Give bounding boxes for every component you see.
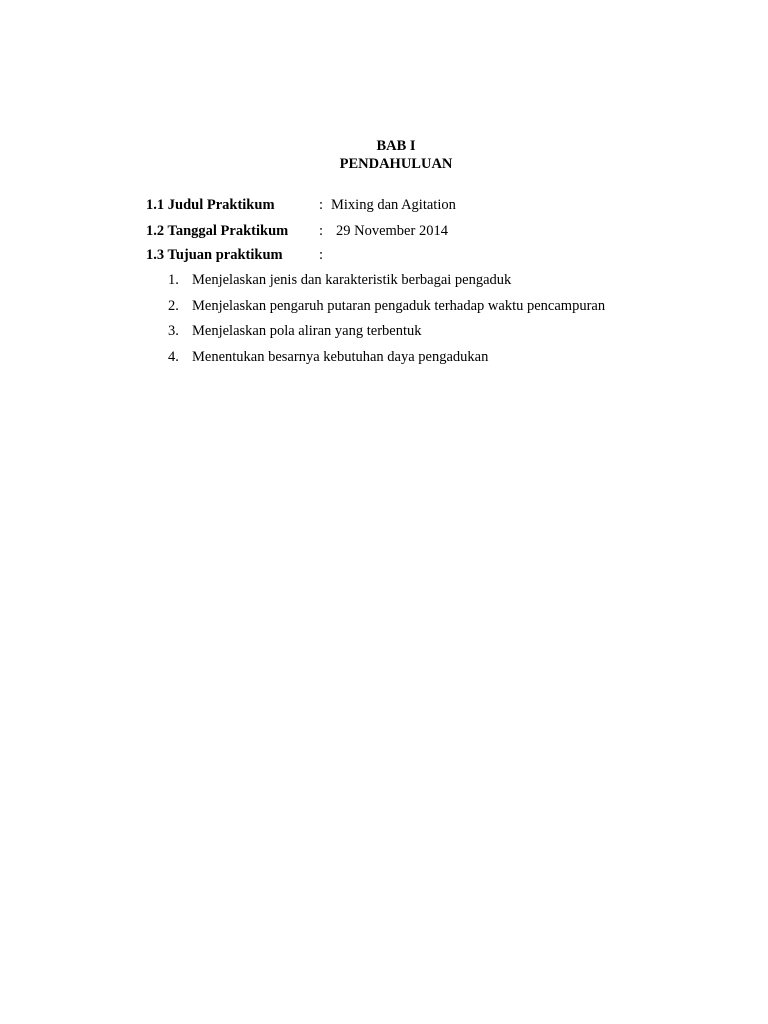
chapter-heading: [0, 137, 768, 173]
list-item-text: Menjelaskan jenis dan karakteristik berbagai pengaduk: [192, 272, 512, 288]
field-value: 29 November 2014: [336, 223, 448, 239]
list-item-text: Menjelaskan pola aliran yang terbentuk: [192, 323, 422, 339]
list-item-number: 1.: [168, 272, 179, 288]
field-label: 1.1 Judul Praktikum: [146, 197, 275, 213]
field-colon: :: [319, 197, 324, 213]
chapter-title: PENDAHULUAN: [339, 156, 453, 172]
list-item-number: 3.: [168, 323, 179, 339]
field-colon: :: [319, 223, 324, 239]
field-colon: :: [319, 247, 324, 263]
list-item-number: 2.: [168, 298, 179, 314]
field-label: 1.3 Tujuan praktikum: [146, 247, 283, 263]
field-label: 1.2 Tanggal Praktikum: [146, 223, 289, 239]
list-item-number: 4.: [168, 349, 179, 365]
list-item-text: Menentukan besarnya kebutuhan daya pengadukan: [192, 349, 489, 365]
field-value: Mixing dan Agitation: [331, 197, 456, 213]
list-item-text: Menjelaskan pengaruh putaran pengaduk terhadap waktu pencampuran: [192, 298, 606, 314]
chapter-number: BAB I: [376, 138, 416, 154]
